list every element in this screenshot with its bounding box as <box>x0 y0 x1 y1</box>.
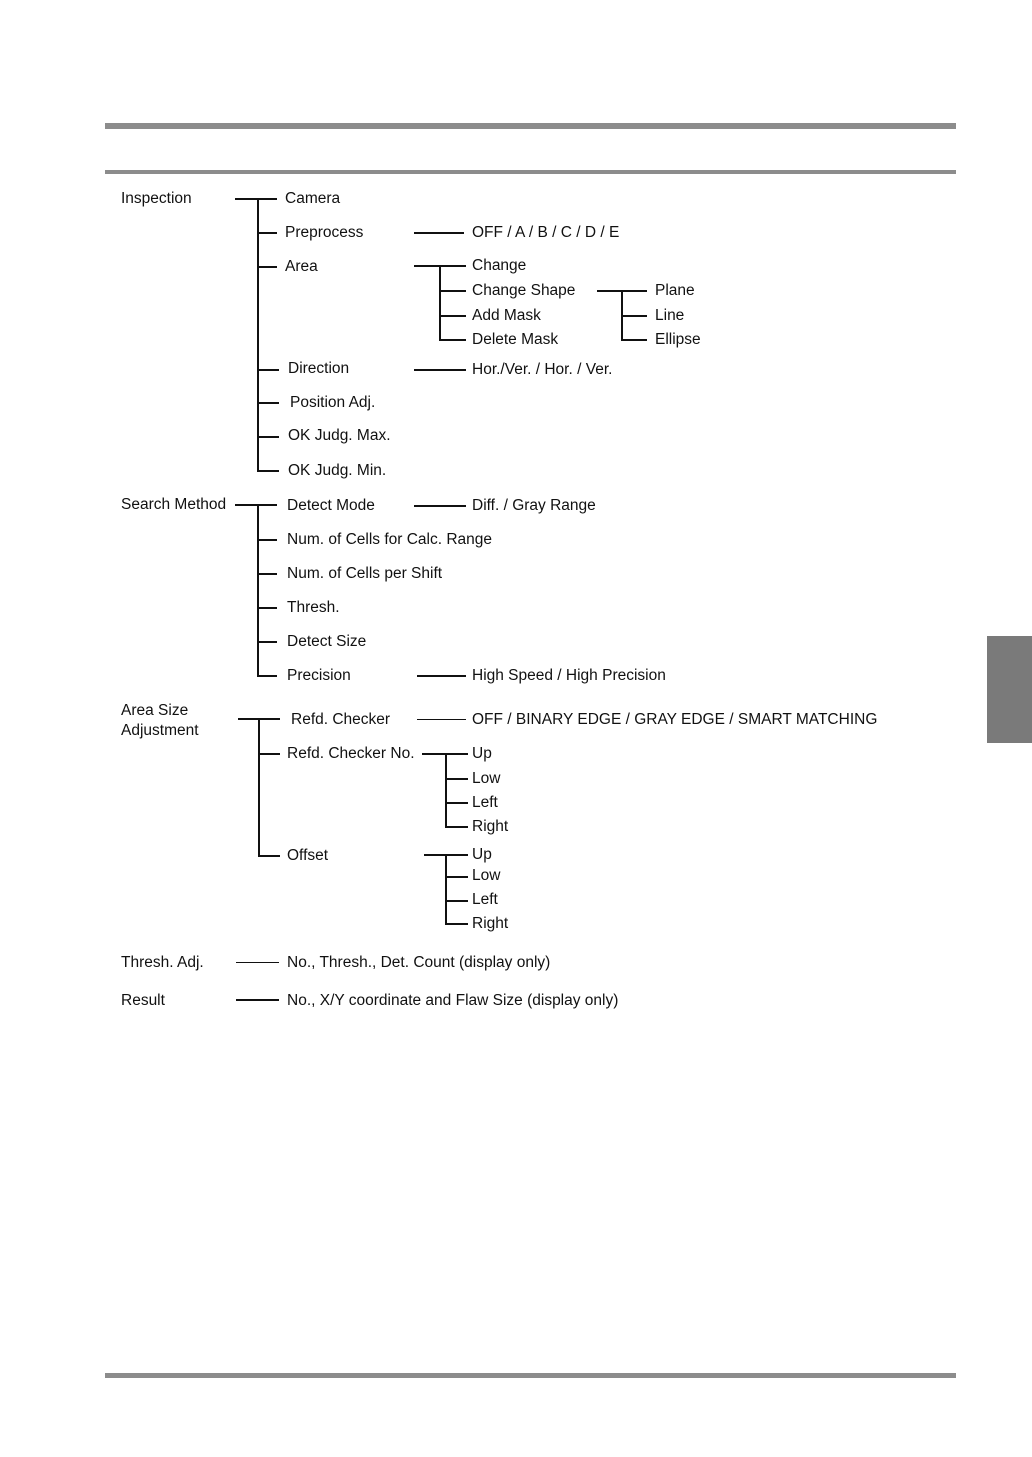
thresh-adj-label: Thresh. Adj. <box>121 954 204 971</box>
search-method-connector <box>235 504 277 506</box>
position-adj-branch <box>257 402 279 404</box>
thresh-adj-value: No., Thresh., Det. Count (display only) <box>287 954 551 971</box>
camera-label: Camera <box>285 190 341 207</box>
offset-low-branch <box>445 876 468 878</box>
footer-rule <box>105 1373 956 1378</box>
area-change-shape-label: Change Shape <box>472 282 576 299</box>
refd-no-left-branch <box>445 802 468 804</box>
area-change-label: Change <box>472 257 527 274</box>
num-cells-calc-label: Num. of Cells for Calc. Range <box>287 531 493 548</box>
chapter-tab <box>987 636 1032 743</box>
detect-mode-connector <box>414 505 466 507</box>
detect-mode-label: Detect Mode <box>287 497 375 514</box>
shape-line-label: Line <box>655 307 685 324</box>
refd-no-right-label: Right <box>472 818 509 835</box>
area-size-adjustment-label-line2: Adjustment <box>121 722 199 739</box>
preprocess-value: OFF / A / B / C / D / E <box>472 224 620 241</box>
ok-judg-min-label: OK Judg. Min. <box>288 462 387 479</box>
ok-judg-max-label: OK Judg. Max. <box>288 427 391 444</box>
area-add-mask-branch <box>439 315 466 317</box>
refd-no-low-label: Low <box>472 770 501 787</box>
refd-no-left-label: Left <box>472 794 498 811</box>
direction-label: Direction <box>288 360 350 377</box>
direction-value: Hor./Ver. / Hor. / Ver. <box>472 361 613 378</box>
refd-no-low-branch <box>445 778 468 780</box>
direction-branch <box>257 369 279 371</box>
refd-checker-value: OFF / BINARY EDGE / GRAY EDGE / SMART MATCHING <box>472 711 878 728</box>
precision-value: High Speed / High Precision <box>472 667 666 684</box>
ok-judg-max-branch <box>257 436 279 438</box>
area-delete-mask-label: Delete Mask <box>472 331 559 348</box>
direction-connector <box>414 369 466 371</box>
area-delete-mask-branch <box>439 339 466 341</box>
refd-checker-no-trunk <box>445 753 447 827</box>
offset-left-branch <box>445 900 468 902</box>
result-value: No., X/Y coordinate and Flaw Size (display only) <box>287 992 619 1009</box>
num-cells-shift-label: Num. of Cells per Shift <box>287 565 443 582</box>
area-size-adjustment-trunk <box>258 718 260 856</box>
area-trunk <box>439 265 441 340</box>
offset-left-label: Left <box>472 891 498 908</box>
offset-trunk <box>445 854 447 924</box>
preprocess-connector <box>414 232 464 234</box>
header-rule <box>105 170 956 174</box>
result-connector <box>236 999 279 1001</box>
preprocess-label: Preprocess <box>285 224 364 241</box>
num-cells-calc-branch <box>257 539 277 541</box>
area-label: Area <box>285 258 318 275</box>
preprocess-branch <box>257 232 277 234</box>
offset-low-label: Low <box>472 867 501 884</box>
shape-ellipse-branch <box>621 339 647 341</box>
shape-line-branch <box>621 315 647 317</box>
detect-mode-value: Diff. / Gray Range <box>472 497 596 514</box>
area-size-adjustment-label-line1: Area Size <box>121 702 189 719</box>
top-rule <box>105 123 956 129</box>
precision-branch <box>257 675 277 677</box>
inspection-label: Inspection <box>121 190 192 207</box>
search-method-label: Search Method <box>121 496 227 513</box>
refd-checker-no-label: Refd. Checker No. <box>287 745 415 762</box>
thresh-branch <box>257 607 277 609</box>
offset-up-label: Up <box>472 846 492 863</box>
offset-right-label: Right <box>472 915 509 932</box>
inspection-trunk <box>257 198 259 471</box>
position-adj-label: Position Adj. <box>290 394 376 411</box>
refd-checker-no-branch <box>258 753 280 755</box>
thresh-label: Thresh. <box>287 599 340 616</box>
offset-branch <box>258 855 280 857</box>
search-method-trunk <box>257 504 259 677</box>
ok-judg-min-branch <box>257 470 279 472</box>
num-cells-shift-branch <box>257 573 277 575</box>
refd-checker-label: Refd. Checker <box>291 711 391 728</box>
detect-size-branch <box>257 641 277 643</box>
area-add-mask-label: Add Mask <box>472 307 541 324</box>
shape-plane-label: Plane <box>655 282 695 299</box>
precision-label: Precision <box>287 667 351 684</box>
area-change-shape-branch <box>439 290 466 292</box>
precision-connector <box>417 675 466 677</box>
offset-right-branch <box>445 923 468 925</box>
refd-checker-connector <box>417 719 466 720</box>
area-branch <box>257 266 277 268</box>
detect-size-label: Detect Size <box>287 633 367 650</box>
result-label: Result <box>121 992 165 1009</box>
refd-no-up-label: Up <box>472 745 492 762</box>
thresh-adj-connector <box>236 962 279 963</box>
offset-label: Offset <box>287 847 329 864</box>
camera-branch <box>257 198 277 200</box>
shape-ellipse-label: Ellipse <box>655 331 701 348</box>
refd-no-right-branch <box>445 826 468 828</box>
